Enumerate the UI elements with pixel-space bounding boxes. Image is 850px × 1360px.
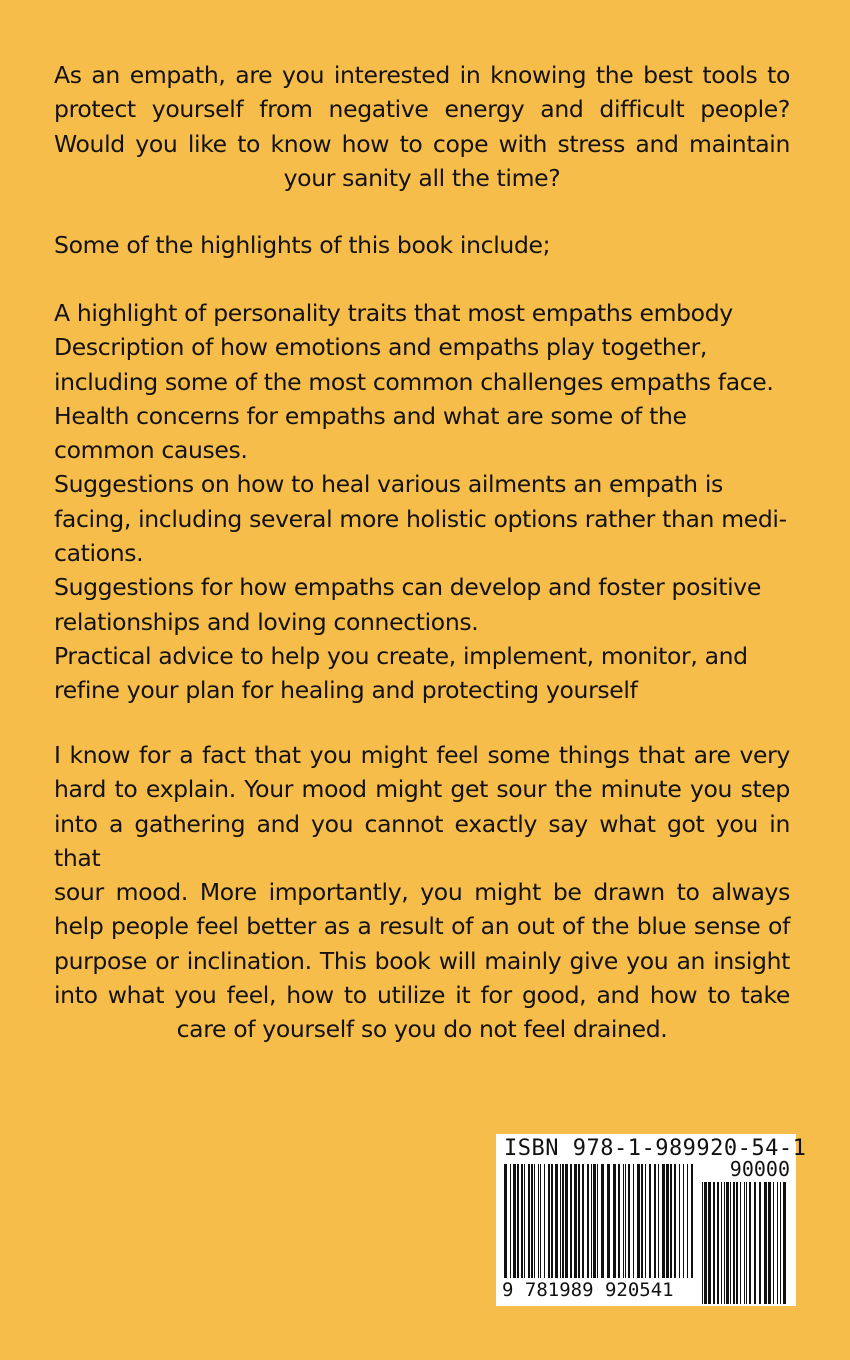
closing-line: sour mood. More importantly, you might be drawn to always	[54, 878, 790, 907]
barcode-bar	[683, 1164, 684, 1278]
barcode-bar	[717, 1182, 719, 1304]
barcode-bar	[524, 1164, 525, 1278]
intro-line: your sanity all the time?	[283, 163, 561, 192]
barcode-bar	[544, 1164, 545, 1278]
highlights-list	[54, 296, 790, 708]
closing-paragraph	[54, 738, 790, 1047]
barcode-bar	[607, 1164, 610, 1278]
barcode-bar	[521, 1164, 523, 1278]
price-code: 90000	[729, 1157, 790, 1181]
barcode-bar	[633, 1164, 634, 1278]
intro-line: protect yourself from negative energy and difficult people?	[54, 95, 790, 124]
barcode-bar	[574, 1164, 577, 1278]
list-item: Practical advice to help you create, implement, monitor, and	[54, 641, 748, 670]
barcode-bar	[777, 1182, 778, 1304]
barcode-bar	[754, 1182, 756, 1304]
barcode-bar	[562, 1164, 564, 1278]
barcode-bar	[591, 1164, 592, 1278]
list-item: Description of how emotions and empaths play together,	[54, 333, 708, 362]
barcode-bar	[670, 1164, 672, 1278]
barcode-bar	[783, 1182, 786, 1304]
isbn-digits	[500, 1279, 676, 1301]
barcode-bar	[587, 1164, 589, 1278]
list-item: refine your plan for healing and protecting yourself	[54, 676, 638, 705]
barcode-bar	[658, 1164, 659, 1278]
list-item: Suggestions for how empaths can develop and foster positive	[54, 573, 761, 602]
barcode-bar	[726, 1182, 729, 1304]
barcode-bar	[560, 1164, 561, 1278]
barcode-bar	[538, 1164, 539, 1278]
barcode-bar	[565, 1164, 568, 1278]
barcode-bar	[740, 1182, 741, 1304]
barcode-bar	[597, 1164, 598, 1278]
barcode-bar	[534, 1164, 535, 1278]
closing-line: I know for a fact that you might feel some things that are very	[54, 741, 790, 769]
intro-line: Would you like to know how to cope with stress and maintain	[54, 129, 790, 158]
closing-line: hard to explain. Your mood might get sour the minute you step	[54, 775, 790, 804]
list-item: Health concerns for empaths and what are some of the	[54, 401, 687, 430]
barcode-bar	[724, 1182, 725, 1304]
barcode-bar	[746, 1182, 747, 1304]
closing-line: purpose or inclination. This book will mainly give you an insight	[54, 946, 790, 975]
barcode-bar	[702, 1182, 703, 1304]
addon-barcode-bars	[702, 1182, 788, 1304]
barcode-bar	[517, 1164, 519, 1278]
barcode-bar	[531, 1164, 533, 1278]
barcode-bar	[628, 1164, 630, 1278]
barcode-bar	[674, 1164, 676, 1278]
list-item: A highlight of personality traits that most empaths embody	[54, 299, 733, 327]
barcode-bar	[649, 1164, 651, 1278]
closing-line: into a gathering and you cannot exactly say what got you in that	[54, 809, 790, 872]
barcode-bar	[691, 1164, 693, 1278]
barcode-bar	[780, 1182, 781, 1304]
barcode-bar	[618, 1164, 620, 1278]
intro-line: As an empath, are you interested in knowing the best tools to	[54, 61, 790, 89]
barcode-bar	[704, 1182, 707, 1304]
barcode-bar	[645, 1164, 646, 1278]
barcode-bar	[666, 1164, 669, 1278]
barcode-bar	[764, 1182, 767, 1304]
isbn-label: ISBN 978-1-989920-54-1	[504, 1136, 807, 1161]
barcode-bar	[768, 1182, 771, 1304]
barcode-bar	[548, 1164, 550, 1278]
barcode-bar	[613, 1164, 616, 1278]
barcode-bar	[601, 1164, 604, 1278]
highlights-heading: Some of the highlights of this book include;	[54, 231, 551, 259]
barcode-bar	[623, 1164, 624, 1278]
list-item: relationships and loving connections.	[54, 607, 479, 636]
list-item: cations.	[54, 539, 144, 568]
barcode-bar	[540, 1164, 541, 1278]
barcode-bar	[773, 1182, 774, 1304]
barcode-bar	[733, 1182, 735, 1304]
barcode-bar	[736, 1182, 738, 1304]
barcode-bar	[730, 1182, 731, 1304]
isbn-first-digit: 9	[502, 1279, 514, 1301]
barcode-bar	[555, 1164, 558, 1278]
isbn-digit-groups: 781989 920541	[524, 1279, 674, 1301]
barcode-bar	[744, 1182, 745, 1304]
list-item: common causes.	[54, 436, 248, 465]
barcode-bar	[713, 1182, 715, 1304]
barcode-bar	[721, 1182, 722, 1304]
intro-paragraph	[54, 58, 790, 195]
barcode-bar	[513, 1164, 516, 1278]
isbn-barcode	[496, 1134, 807, 1306]
barcode-bar	[662, 1164, 665, 1278]
barcode-bar	[679, 1164, 680, 1278]
barcode-bar	[551, 1164, 553, 1278]
barcode-bar	[570, 1164, 572, 1278]
barcode-bar	[708, 1182, 711, 1304]
list-item: facing, including several more holistic options rather than medi-	[54, 504, 787, 533]
barcode-bar	[749, 1182, 751, 1304]
barcode-bar	[504, 1164, 507, 1278]
barcode-bar	[510, 1164, 511, 1278]
barcode-bar	[582, 1164, 584, 1278]
barcode-bar	[578, 1164, 580, 1278]
list-item: including some of the most common challenges empaths face.	[54, 367, 774, 396]
barcode-bar	[625, 1164, 626, 1278]
barcode-bar	[528, 1164, 530, 1278]
barcode-bar	[637, 1164, 640, 1278]
closing-line: into what you feel, how to utilize it for good, and how to take	[54, 981, 790, 1010]
barcode-bar	[687, 1164, 688, 1278]
barcode-bar	[654, 1164, 656, 1278]
list-item: Suggestions on how to heal various ailments an empath is	[54, 470, 723, 499]
barcode-bar	[641, 1164, 643, 1278]
closing-line: care of yourself so you do not feel drained.	[176, 1015, 668, 1044]
barcode-bar	[759, 1182, 761, 1304]
closing-line: help people feel better as a result of an out of the blue sense of	[54, 912, 790, 941]
barcode-bar	[593, 1164, 596, 1278]
